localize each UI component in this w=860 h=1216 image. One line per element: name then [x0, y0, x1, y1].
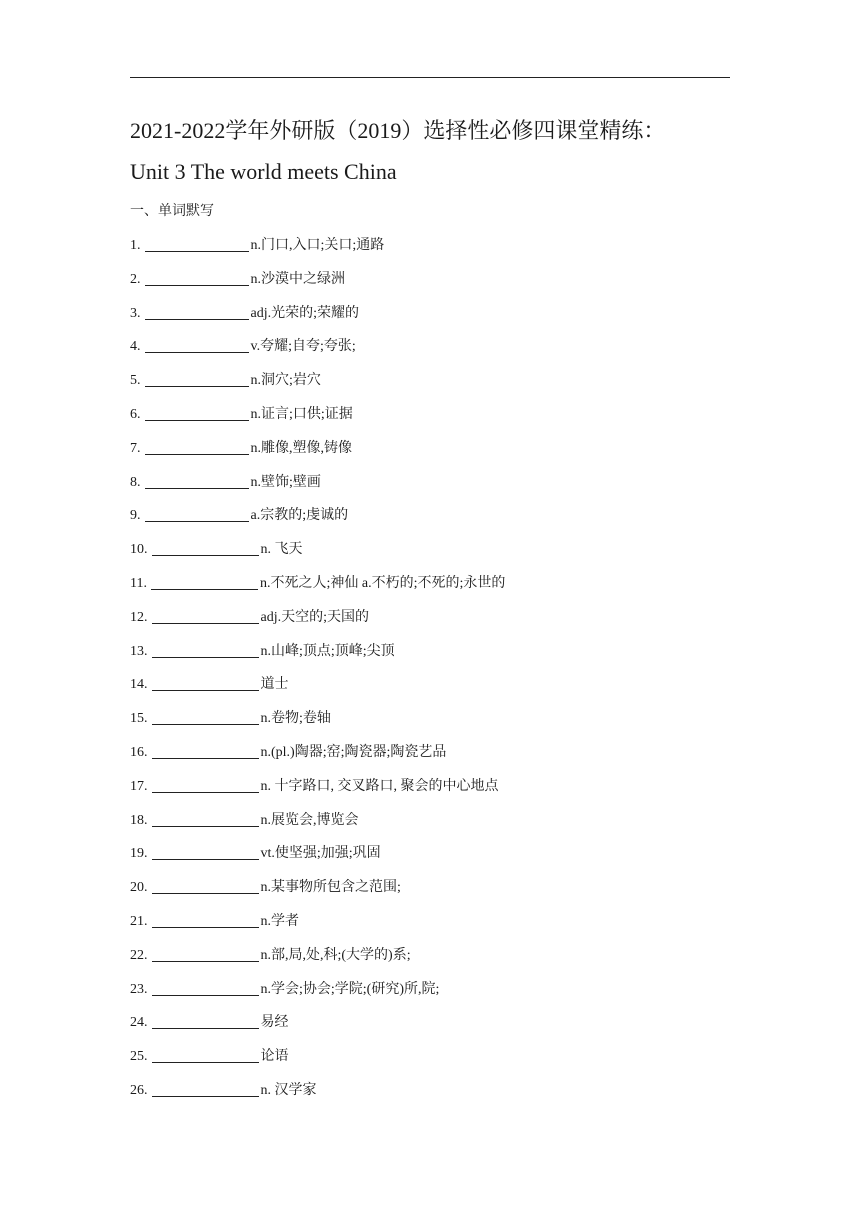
- answer-blank[interactable]: [145, 237, 249, 252]
- item-number: 22.: [130, 947, 148, 963]
- item-number: 4.: [130, 339, 141, 355]
- list-item: [130, 575, 505, 609]
- item-definition: n.部,局,处,科;(大学的)系;: [260, 947, 411, 963]
- answer-blank[interactable]: [152, 947, 259, 962]
- header-rule: [130, 77, 730, 78]
- answer-blank[interactable]: [145, 372, 249, 387]
- list-item: [130, 406, 505, 440]
- list-item: [130, 778, 505, 812]
- item-number: 12.: [130, 609, 148, 625]
- answer-blank[interactable]: [152, 676, 259, 691]
- list-item: [130, 845, 505, 879]
- list-item: [130, 744, 505, 778]
- item-definition: 论语: [260, 1049, 289, 1065]
- section-heading: 一、单词默写: [130, 204, 214, 219]
- document-title: 2021-2022学年外研版（2019）选择性必修四课堂精练：: [130, 118, 666, 143]
- item-number: 18.: [130, 812, 148, 828]
- item-number: 13.: [130, 643, 148, 659]
- item-definition: n.沙漠中之绿洲: [250, 271, 345, 287]
- item-number: 21.: [130, 913, 148, 929]
- item-number: 26.: [130, 1082, 148, 1098]
- list-item: [130, 1048, 505, 1082]
- item-definition: n.山峰;顶点;顶峰;尖顶: [260, 643, 395, 659]
- list-item: [130, 676, 505, 710]
- item-number: 19.: [130, 846, 148, 862]
- item-number: 5.: [130, 373, 141, 389]
- answer-blank[interactable]: [152, 541, 259, 556]
- item-number: 9.: [130, 508, 141, 524]
- item-definition: n. 飞天: [260, 542, 303, 558]
- item-number: 25.: [130, 1049, 148, 1065]
- item-number: 17.: [130, 778, 148, 794]
- item-definition: 道士: [260, 677, 289, 693]
- list-item: [130, 879, 505, 913]
- answer-blank[interactable]: [152, 643, 259, 658]
- item-definition: v.夸耀;自夸;夸张;: [250, 339, 356, 355]
- item-number: 24.: [130, 1015, 148, 1031]
- answer-blank[interactable]: [145, 474, 249, 489]
- item-definition: n.洞穴;岩穴: [250, 373, 321, 389]
- list-item: [130, 812, 505, 846]
- list-item: [130, 1014, 505, 1048]
- list-item: [130, 913, 505, 947]
- answer-blank[interactable]: [152, 710, 259, 725]
- list-item: [130, 947, 505, 981]
- item-definition: n.学会;协会;学院;(研究)所,院;: [260, 981, 440, 997]
- list-item: [130, 541, 505, 575]
- item-definition: adj.天空的;天国的: [260, 609, 369, 625]
- item-number: 15.: [130, 711, 148, 727]
- item-definition: n.证言;口供;证据: [250, 406, 353, 422]
- answer-blank[interactable]: [152, 879, 259, 894]
- answer-blank[interactable]: [145, 440, 249, 455]
- item-definition: n. 汉学家: [260, 1082, 317, 1098]
- list-item: [130, 507, 505, 541]
- vocabulary-list: [130, 237, 505, 1116]
- item-definition: n.展览会,博览会: [260, 812, 359, 828]
- item-number: 10.: [130, 542, 148, 558]
- list-item: [130, 305, 505, 339]
- answer-blank[interactable]: [152, 812, 259, 827]
- answer-blank[interactable]: [152, 981, 259, 996]
- list-item: [130, 710, 505, 744]
- item-number: 14.: [130, 677, 148, 693]
- list-item: [130, 271, 505, 305]
- answer-blank[interactable]: [152, 609, 259, 624]
- list-item: [130, 440, 505, 474]
- item-number: 20.: [130, 880, 148, 896]
- item-number: 23.: [130, 981, 148, 997]
- item-definition: 易经: [260, 1015, 289, 1031]
- item-definition: n.雕像,塑像,铸像: [250, 440, 352, 456]
- answer-blank[interactable]: [152, 1048, 259, 1063]
- item-definition: n.学者: [260, 913, 299, 929]
- answer-blank[interactable]: [152, 1082, 259, 1097]
- document-subtitle: Unit 3 The world meets China: [130, 159, 397, 184]
- item-number: 16.: [130, 744, 148, 760]
- answer-blank[interactable]: [145, 406, 249, 421]
- item-definition: a.宗教的;虔诚的: [250, 508, 349, 524]
- item-number: 7.: [130, 440, 141, 456]
- answer-blank[interactable]: [145, 507, 249, 522]
- answer-blank[interactable]: [151, 575, 258, 590]
- item-number: 6.: [130, 406, 141, 422]
- item-definition: n.某事物所包含之范围;: [260, 880, 401, 896]
- item-definition: n.壁饰;壁画: [250, 474, 321, 490]
- item-definition: n.(pl.)陶器;窑;陶瓷器;陶瓷艺品: [260, 744, 447, 760]
- item-number: 11.: [130, 575, 147, 591]
- item-definition: n.卷物;卷轴: [260, 711, 331, 727]
- item-definition: n.不死之人;神仙 a.不朽的;不死的;永世的: [259, 575, 506, 591]
- list-item: [130, 1082, 505, 1116]
- item-definition: n.门口,入口;关口;通路: [250, 238, 385, 253]
- answer-blank[interactable]: [145, 338, 249, 353]
- list-item: [130, 981, 505, 1015]
- list-item: [130, 643, 505, 677]
- answer-blank[interactable]: [152, 913, 259, 928]
- item-definition: n. 十字路口, 交叉路口, 聚会的中心地点: [260, 778, 499, 794]
- answer-blank[interactable]: [145, 305, 249, 320]
- answer-blank[interactable]: [152, 845, 259, 860]
- list-item: [130, 338, 505, 372]
- answer-blank[interactable]: [152, 744, 259, 759]
- item-number: 2.: [130, 271, 141, 287]
- item-number: 3.: [130, 305, 141, 321]
- answer-blank[interactable]: [152, 778, 259, 793]
- item-number: 8.: [130, 474, 141, 490]
- item-definition: adj.光荣的;荣耀的: [250, 305, 359, 321]
- item-number: 1.: [130, 238, 141, 253]
- list-item: [130, 237, 505, 271]
- list-item: [130, 609, 505, 643]
- answer-blank[interactable]: [145, 271, 249, 286]
- answer-blank[interactable]: [152, 1014, 259, 1029]
- list-item: [130, 372, 505, 406]
- item-definition: vt.使坚强;加强;巩固: [260, 846, 381, 862]
- list-item: [130, 474, 505, 508]
